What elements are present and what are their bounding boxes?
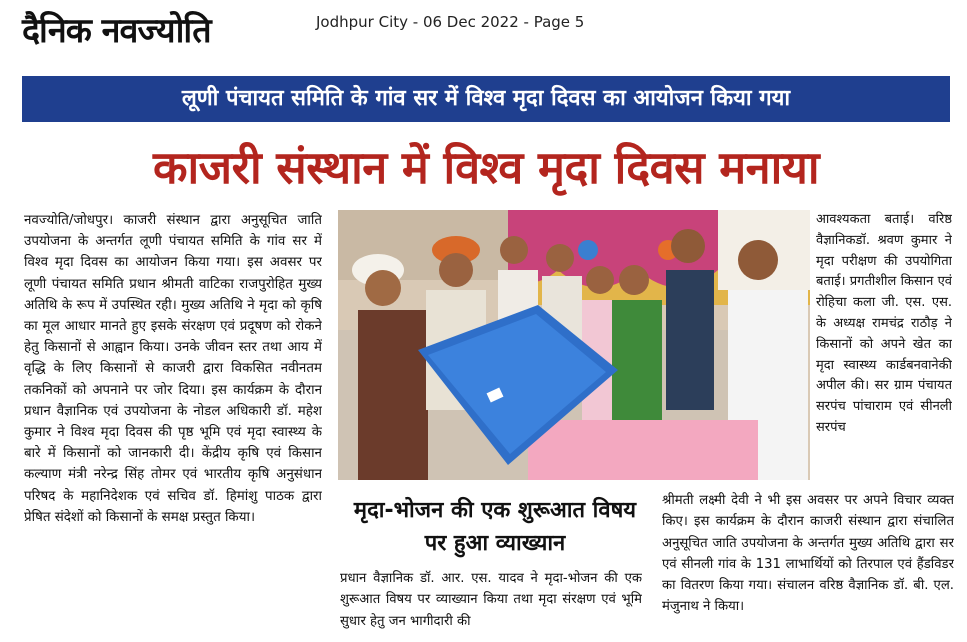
article-column-left: नवज्योति/जोधपुर। काजरी संस्थान द्वारा अनुसूचित जाति उपयोजना के अन्तर्गत लूणी पंचायत समिति के गांव सर में विश्व मृदा दिवस का आयोजन किया गया। इस अवसर पर लूणी पंचायत समिति प्रधान श्रीमती वाटिका राजपुरोहित मुख्य अतिथि के रूप में उपस्थित रही। मुख्य अतिथि ने मृदा को कृषि का मूल आधार मानते हुए इसके संरक्षण एवं प्रदूषण को रोकने हेतु किसानों से आह्वान किया। उनके जीवन स्तर तथा आय में वृद्धि के लिए किसानों से काजरी द्वारा विकसित नवीनतम तकनिकों को अपनाने पर जोर दिया। इस कार्यक्रम के दौरान प्रधान वैज्ञानिक एवं उपयोजना के नोडल अधिकारी डॉ. महेश कुमार ने विश्व मृदा दिवस की पृष्ठ भूमि एवं मृदा स्वास्थ्य के बारे में किसानों को जानकारी दी। केंद्रीय कृषि एवं किसान कल्याण मंत्री नरेन्द्र सिंह तोमर एवं भारतीय कृषि अनुसंधान परिषद के महानिदेशक एवं सचिव डॉ. हिमांशु पाठक द्वारा प्रेषित संदेशों को किसानों के समक्ष प्रस्तुत किया। [24,213,322,525]
edition-info: Jodhpur City - 06 Dec 2022 - Page 5 [316,13,585,31]
photo-illustration [338,210,810,480]
news-photo [338,210,810,480]
article-column-bottom: श्रीमती लक्ष्मी देवी ने भी इस अवसर पर अपने विचार व्यक्त किए। इस कार्यक्रम के दौरान काजरी संस्थान द्वारा संचालित अनुसूचित जाति उपयोजना के अन्तर्गत मुख्य अतिथि द्वारा सर एवं सीनली गांव के 131 लाभार्थियों को तिरपाल एवं हैंडविडर का वितरण किया गया। संचालन वरिष्ठ वैज्ञानिक डॉ. बी. एल. मंजुनाथ ने किया। [662,493,954,615]
newspaper-masthead: दैनिक नवज्योति [22,11,211,51]
article-column-right: आवश्यकता बताई। वरिष्ठ वैज्ञानिकडॉ. श्रवण कुमार ने मृदा परीक्षण की उपयोगिता बताई। प्रगतीशील किसान एवं रोहिचा कला जी. एस. एस. के अध्यक्ष रामचंद्र राठौड़ ने किसानों को अपने खेत का मृदा स्वास्थ्य कार्डबनवानेकी अपील की। सर ग्राम पंचायत सरपंच पांचाराम एवं सीनली सरपंच [816,212,952,435]
subheadline: मृदा-भोजन की एक शुरूआत विषय पर हुआ व्याख्यान [353,498,637,556]
headline: काजरी संस्थान में विश्व मृदा दिवस मनाया [152,141,820,194]
kicker-banner: लूणी पंचायत समिति के गांव सर में विश्व मृदा दिवस का आयोजन किया गया [22,76,950,122]
article-column-middle: प्रधान वैज्ञानिक डॉ. आर. एस. यादव ने मृदा-भोजन की एक शुरूआत विषय पर व्याख्यान किया तथा मृदा संरक्षण एवं भूमि सुधार हेतु जन भागीदारी की [340,571,642,629]
